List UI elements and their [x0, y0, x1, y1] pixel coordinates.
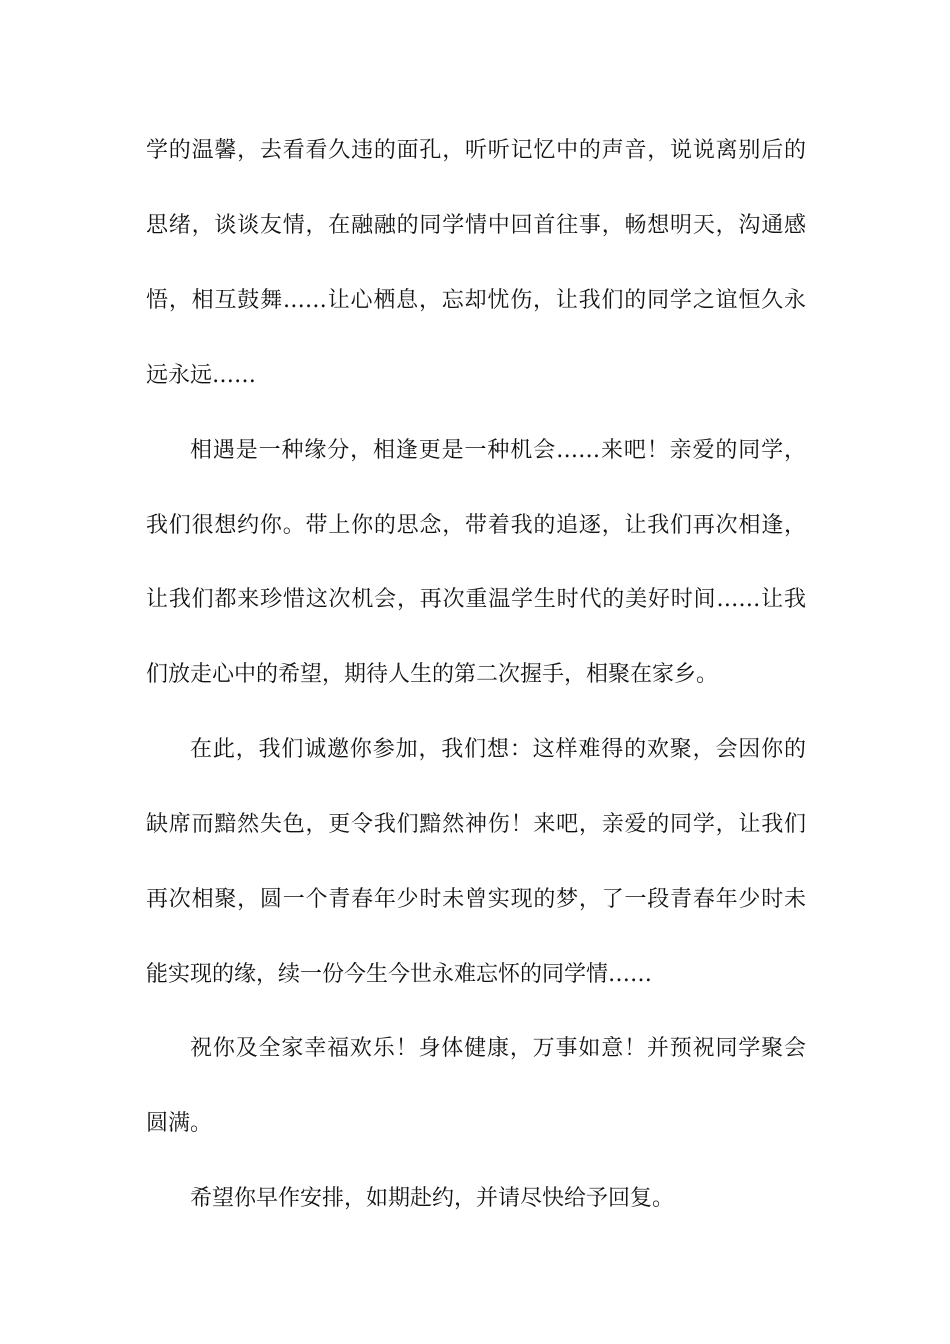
text-line: 再次相聚，圆一个青春年少时未曾实现的梦，了一段青春年少时未 — [146, 887, 806, 912]
paragraph-first-line: 祝你及全家幸福欢乐！身体健康，万事如意！并预祝同学聚会 — [190, 1036, 806, 1061]
text-line: 学的温馨，去看看久违的面孔，听听记忆中的声音，说说离别后的 — [146, 138, 806, 163]
text-line: 远永远…… — [146, 363, 257, 388]
text-line: 悟，相互鼓舞……让心栖息，忘却忧伤，让我们的同学之谊恒久永 — [146, 288, 806, 313]
text-line: 思绪，谈谈友情，在融融的同学情中回首往事，畅想明天，沟通感 — [146, 213, 806, 238]
text-line: 圆满。 — [146, 1111, 213, 1136]
text-line: 我们很想约你。带上你的思念，带着我的追逐，让我们再次相逢， — [146, 513, 806, 538]
text-line: 让我们都来珍惜这次机会，再次重温学生时代的美好时间……让我 — [146, 587, 806, 612]
text-line: 缺席而黯然失色，更令我们黯然神伤！来吧，亲爱的同学，让我们 — [146, 812, 806, 837]
paragraph-first-line: 相遇是一种缘分，相逢更是一种机会……来吧！亲爱的同学， — [190, 438, 806, 463]
text-line: 们放走心中的希望，期待人生的第二次握手，相聚在家乡。 — [146, 662, 719, 687]
paragraph-first-line: 在此，我们诚邀你参加，我们想：这样难得的欢聚，会因你的 — [190, 737, 806, 762]
text-line: 能实现的缘，续一份今生今世永难忘怀的同学情…… — [146, 962, 653, 987]
paragraph-first-line: 希望你早作安排，如期赴约，并请尽快给予回复。 — [190, 1186, 675, 1211]
